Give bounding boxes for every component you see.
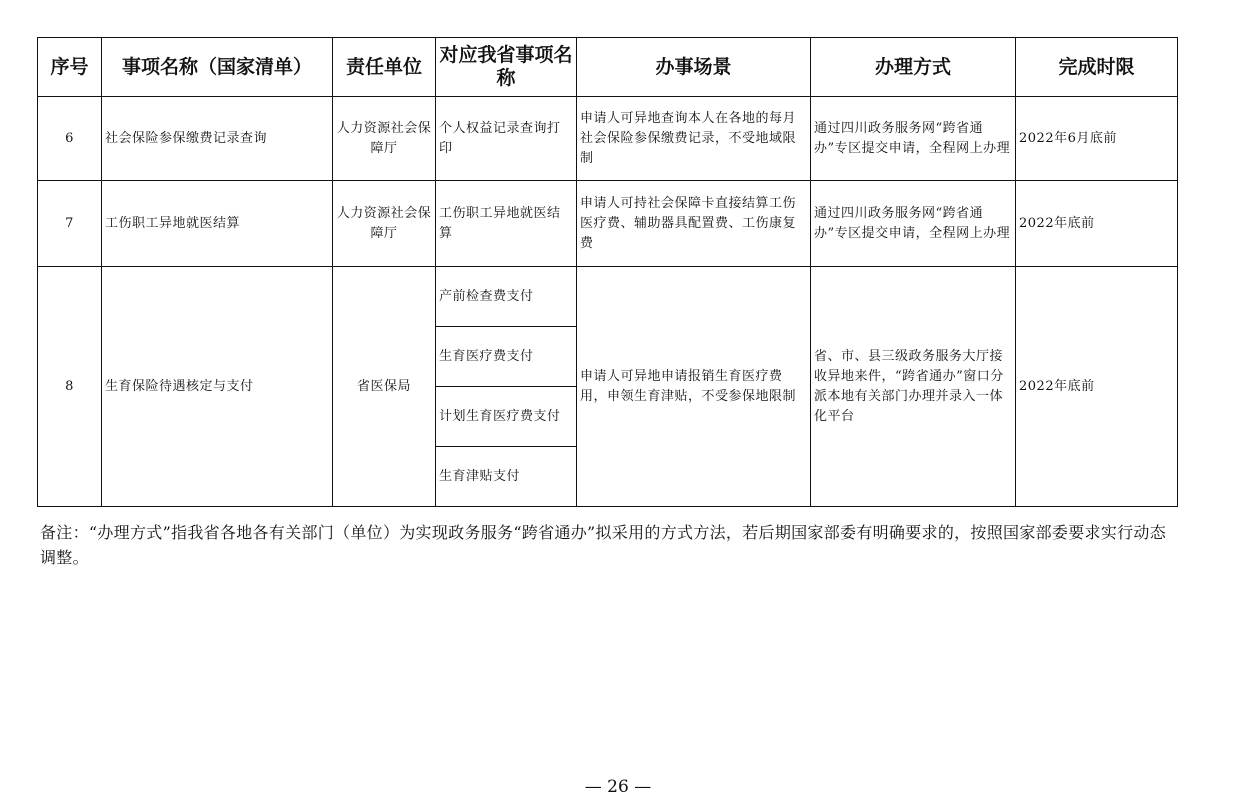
table-row: [38, 267, 1178, 327]
row-serial-number: 8: [38, 267, 102, 507]
row-method: 省、市、县三级政务服务大厅接收异地来件，“跨省通办”窗口分派本地有关部门办理并录入一体化平台: [811, 267, 1016, 507]
row-responsible-unit: 人力资源社会保障厅: [333, 97, 436, 181]
row-item-name: 工伤职工异地就医结算: [102, 181, 333, 267]
table-row: [38, 181, 1178, 267]
row-scenario: 申请人可异地申请报销生育医疗费用，申领生育津贴，不受参保地限制: [577, 267, 811, 507]
header-local-item-name: 对应我省事项名称: [436, 38, 577, 97]
footnote-remark: 备注：“办理方式”指我省各地各有关部门（单位）为实现政务服务“跨省通办”拟采用的方式方法，若后期国家部委有明确要求的，按照国家部委要求实行动态调整。: [40, 523, 1167, 567]
row-item-name: 社会保险参保缴费记录查询: [102, 97, 333, 181]
table-row: [38, 97, 1178, 181]
row-local-item: 产前检查费支付: [436, 267, 577, 327]
row-scenario: 申请人可异地查询本人在各地的每月社会保险参保缴费记录，不受地域限制: [577, 97, 811, 181]
row-deadline: 2022年6月底前: [1016, 97, 1178, 181]
row-responsible-unit: 省医保局: [333, 267, 436, 507]
row-responsible-unit: 人力资源社会保障厅: [333, 181, 436, 267]
row-local-item: 生育医疗费支付: [436, 327, 577, 387]
row-scenario: 申请人可持社会保障卡直接结算工伤医疗费、辅助器具配置费、工伤康复费: [577, 181, 811, 267]
table-header-row: [38, 38, 1178, 97]
row-deadline: 2022年底前: [1016, 267, 1178, 507]
header-method: 办理方式: [811, 38, 1016, 97]
header-deadline: 完成时限: [1016, 38, 1178, 97]
header-scenario: 办事场景: [577, 38, 811, 97]
row-local-item: 生育津贴支付: [436, 447, 577, 507]
row-local-item: 计划生育医疗费支付: [436, 387, 577, 447]
header-item-name: 事项名称（国家清单）: [102, 38, 333, 97]
header-serial-number: 序号: [38, 38, 102, 97]
row-serial-number: 6: [38, 97, 102, 181]
service-items-table: [37, 37, 1178, 507]
row-item-name: 生育保险待遇核定与支付: [102, 267, 333, 507]
row-deadline: 2022年底前: [1016, 181, 1178, 267]
page-number: — 26 —: [584, 777, 652, 797]
row-method: 通过四川政务服务网“跨省通办”专区提交申请，全程网上办理: [811, 97, 1016, 181]
row-method: 通过四川政务服务网“跨省通办”专区提交申请，全程网上办理: [811, 181, 1016, 267]
row-serial-number: 7: [38, 181, 102, 267]
row-local-item: 个人权益记录查询打印: [436, 97, 577, 181]
header-responsible-unit: 责任单位: [333, 38, 436, 97]
row-local-item: 工伤职工异地就医结算: [436, 181, 577, 267]
